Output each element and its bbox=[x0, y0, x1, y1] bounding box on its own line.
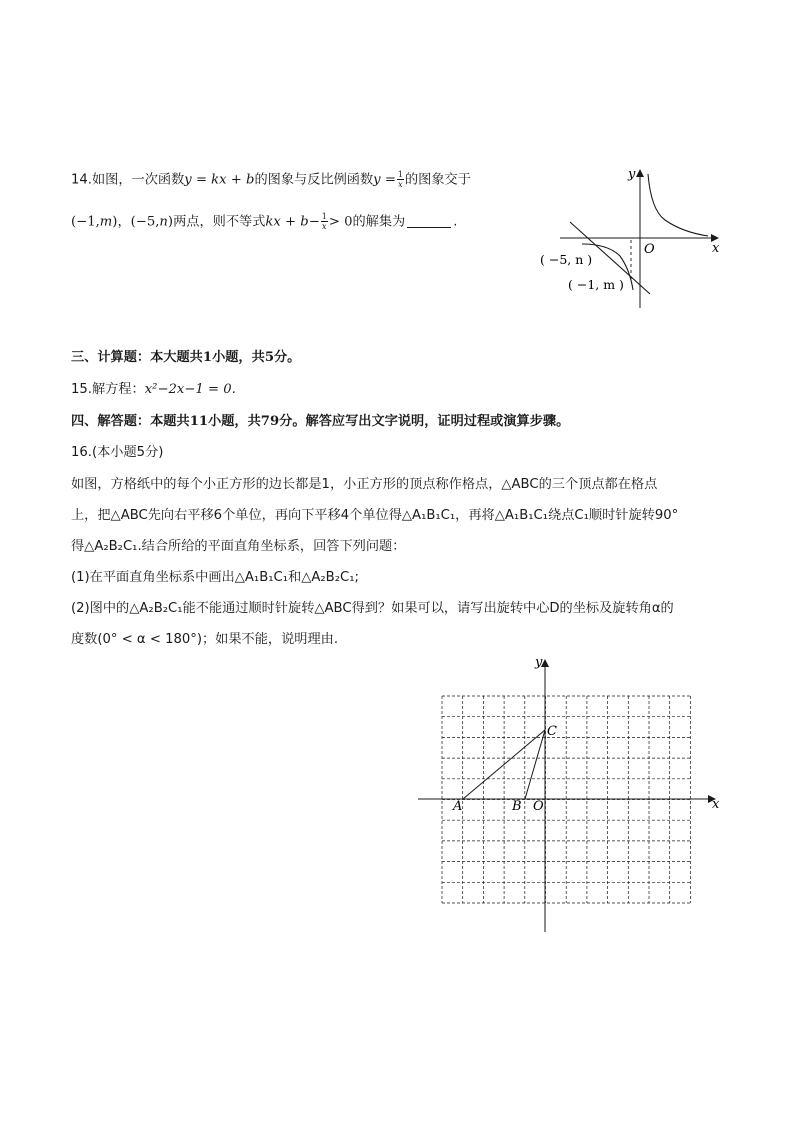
q16-label-A: A bbox=[453, 799, 463, 814]
section4-heading: 四、解答题：本题共11小题，共79分。解答应写出文字说明，证明过程或演算步骤。 bbox=[71, 414, 570, 429]
q14-origin-label: O bbox=[644, 242, 655, 257]
q14-label-m: ( −1, m ) bbox=[568, 277, 624, 292]
q16-label-O: O bbox=[533, 799, 544, 814]
q16-grid-figure bbox=[410, 650, 730, 940]
q16-paragraph-1: 如图，方格纸中的每个小正方形的边长都是1，小正方形的顶点称作格点，△ABC的三个顶点都在格点 bbox=[71, 477, 658, 492]
q14-number: 14. bbox=[71, 172, 92, 188]
q16-header: 16.(本小题5分) bbox=[71, 445, 164, 460]
q16-label-C: C bbox=[547, 724, 557, 739]
q14-label-n: ( −5, n ) bbox=[540, 252, 593, 267]
q16-paragraph-3: 得△A₂B₂C₁.结合所给的平面直角坐标系，回答下列问题： bbox=[71, 539, 406, 554]
q16-part-2-line2: 度数(0° < α < 180°)；如果不能，说明理由. bbox=[71, 632, 339, 647]
q14-function-graph bbox=[530, 162, 730, 312]
q16-y-label: y bbox=[535, 655, 543, 670]
q16-label-B: B bbox=[512, 799, 522, 814]
q15-line: 15.解方程：x²−2x−1 = 0. bbox=[71, 382, 236, 397]
fraction-1-over-x-2: $\frac{1}{x}$ bbox=[321, 212, 327, 231]
q14-hyperbola-right bbox=[648, 174, 708, 236]
q16-part-2-line1: (2)图中的△A₂B₂C₁能不能通过顺时针旋转△ABC得到？如果可以，请写出旋转中心D的坐标及旋转角α的 bbox=[71, 601, 674, 616]
q14-y-label: y bbox=[628, 167, 636, 182]
fraction-1-over-x: $\frac{1}{x}$ bbox=[397, 170, 403, 189]
q14-line2: (−1,m)，(−5,n)两点，则不等式kx + b− $\frac{1}{x}$ > 0的解集为 . bbox=[71, 212, 458, 231]
q16-paragraph-2: 上，把△ABC先向右平移6个单位，再向下平移4个单位得△A₁B₁C₁，再将△A₁B₁C₁绕点C₁顺时针旋转90° bbox=[71, 508, 679, 523]
q14-x-label: x bbox=[712, 241, 720, 256]
q14-line1: 14.如图，一次函数y = kx + b的图象与反比例函数y = $\frac{1}{x}$ 的图象交于 bbox=[71, 170, 471, 189]
section3-heading: 三、计算题：本大题共1小题，共5分。 bbox=[71, 350, 301, 365]
answer-blank[interactable] bbox=[407, 213, 451, 228]
q16-part-1: (1)在平面直角坐标系中画出△A₁B₁C₁和△A₂B₂C₁; bbox=[71, 570, 359, 585]
q16-x-label: x bbox=[712, 797, 720, 812]
